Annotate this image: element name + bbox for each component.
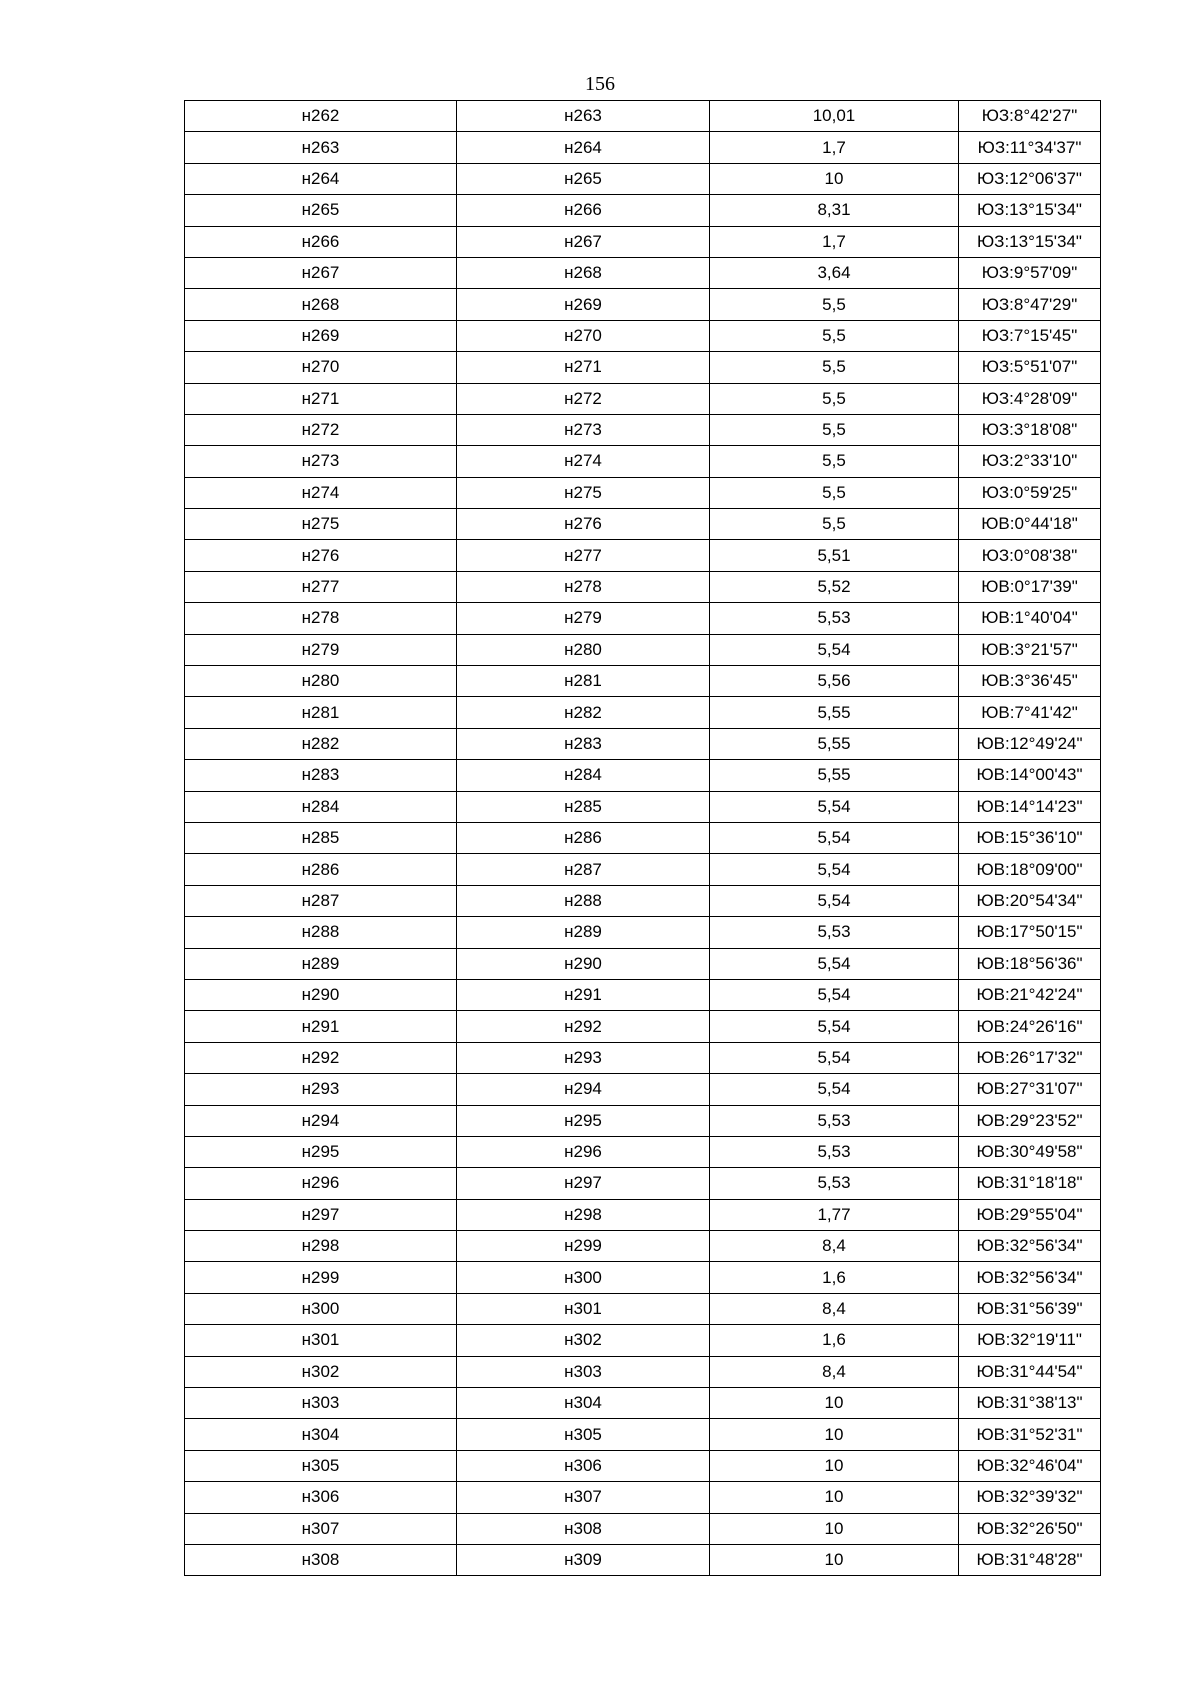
table-row: [185, 791, 1101, 822]
distance-cell: 5,54: [710, 1074, 959, 1105]
to-point-cell: н281: [457, 666, 710, 697]
to-point-cell: н300: [457, 1262, 710, 1293]
to-point-cell: н287: [457, 854, 710, 885]
from-point-cell: н290: [185, 979, 457, 1010]
distance-cell: 5,55: [710, 728, 959, 759]
bearing-cell: ЮВ:32°56'34": [959, 1231, 1101, 1262]
from-point-cell: н265: [185, 195, 457, 226]
distance-cell: 8,4: [710, 1293, 959, 1324]
to-point-cell: н305: [457, 1419, 710, 1450]
table-row: [185, 760, 1101, 791]
bearing-cell: ЮВ:27°31'07": [959, 1074, 1101, 1105]
distance-cell: 8,4: [710, 1356, 959, 1387]
bearing-cell: ЮВ:18°09'00": [959, 854, 1101, 885]
survey-table: [184, 100, 1101, 1576]
table-row: [185, 383, 1101, 414]
to-point-cell: н267: [457, 226, 710, 257]
bearing-cell: ЮЗ:4°28'09": [959, 383, 1101, 414]
to-point-cell: н276: [457, 509, 710, 540]
from-point-cell: н271: [185, 383, 457, 414]
bearing-cell: ЮВ:32°46'04": [959, 1450, 1101, 1481]
to-point-cell: н278: [457, 571, 710, 602]
from-point-cell: н279: [185, 634, 457, 665]
distance-cell: 1,6: [710, 1262, 959, 1293]
to-point-cell: н286: [457, 822, 710, 853]
from-point-cell: н285: [185, 822, 457, 853]
to-point-cell: н306: [457, 1450, 710, 1481]
from-point-cell: н273: [185, 446, 457, 477]
bearing-cell: ЮВ:0°44'18": [959, 509, 1101, 540]
to-point-cell: н263: [457, 101, 710, 132]
from-point-cell: н263: [185, 132, 457, 163]
distance-cell: 5,54: [710, 791, 959, 822]
table-row: [185, 1293, 1101, 1324]
bearing-cell: ЮВ:21°42'24": [959, 979, 1101, 1010]
from-point-cell: н293: [185, 1074, 457, 1105]
table-row: [185, 854, 1101, 885]
to-point-cell: н277: [457, 540, 710, 571]
distance-cell: 5,53: [710, 1105, 959, 1136]
from-point-cell: н274: [185, 477, 457, 508]
to-point-cell: н275: [457, 477, 710, 508]
from-point-cell: н277: [185, 571, 457, 602]
bearing-cell: ЮВ:31°56'39": [959, 1293, 1101, 1324]
distance-cell: 5,55: [710, 697, 959, 728]
to-point-cell: н291: [457, 979, 710, 1010]
from-point-cell: н306: [185, 1482, 457, 1513]
table-row: [185, 1356, 1101, 1387]
bearing-cell: ЮЗ:9°57'09": [959, 257, 1101, 288]
distance-cell: 3,64: [710, 257, 959, 288]
to-point-cell: н279: [457, 603, 710, 634]
bearing-cell: ЮЗ:12°06'37": [959, 163, 1101, 194]
from-point-cell: н266: [185, 226, 457, 257]
table-row: [185, 917, 1101, 948]
table-row: [185, 163, 1101, 194]
distance-cell: 5,5: [710, 446, 959, 477]
from-point-cell: н268: [185, 289, 457, 320]
distance-cell: 10: [710, 1419, 959, 1450]
distance-cell: 5,5: [710, 414, 959, 445]
survey-table-body: [185, 101, 1101, 1576]
table-row: [185, 1168, 1101, 1199]
bearing-cell: ЮВ:29°55'04": [959, 1199, 1101, 1230]
bearing-cell: ЮВ:32°26'50": [959, 1513, 1101, 1544]
from-point-cell: н305: [185, 1450, 457, 1481]
table-row: [185, 1262, 1101, 1293]
from-point-cell: н270: [185, 352, 457, 383]
table-row: [185, 1199, 1101, 1230]
to-point-cell: н284: [457, 760, 710, 791]
from-point-cell: н298: [185, 1231, 457, 1262]
bearing-cell: ЮВ:15°36'10": [959, 822, 1101, 853]
bearing-cell: ЮВ:32°56'34": [959, 1262, 1101, 1293]
bearing-cell: ЮВ:31°44'54": [959, 1356, 1101, 1387]
from-point-cell: н301: [185, 1325, 457, 1356]
table-row: [185, 603, 1101, 634]
from-point-cell: н272: [185, 414, 457, 445]
bearing-cell: ЮВ:1°40'04": [959, 603, 1101, 634]
distance-cell: 5,54: [710, 948, 959, 979]
from-point-cell: н282: [185, 728, 457, 759]
to-point-cell: н301: [457, 1293, 710, 1324]
to-point-cell: н280: [457, 634, 710, 665]
table-row: [185, 571, 1101, 602]
distance-cell: 1,77: [710, 1199, 959, 1230]
table-row: [185, 446, 1101, 477]
distance-cell: 8,31: [710, 195, 959, 226]
distance-cell: 8,4: [710, 1231, 959, 1262]
distance-cell: 10: [710, 1388, 959, 1419]
table-row: [185, 1544, 1101, 1575]
table-row: [185, 634, 1101, 665]
from-point-cell: н296: [185, 1168, 457, 1199]
bearing-cell: ЮВ:14°14'23": [959, 791, 1101, 822]
bearing-cell: ЮВ:3°36'45": [959, 666, 1101, 697]
to-point-cell: н285: [457, 791, 710, 822]
table-row: [185, 1042, 1101, 1073]
bearing-cell: ЮЗ:8°47'29": [959, 289, 1101, 320]
from-point-cell: н276: [185, 540, 457, 571]
distance-cell: 5,54: [710, 854, 959, 885]
table-row: [185, 195, 1101, 226]
to-point-cell: н290: [457, 948, 710, 979]
distance-cell: 5,5: [710, 477, 959, 508]
table-row: [185, 509, 1101, 540]
to-point-cell: н298: [457, 1199, 710, 1230]
to-point-cell: н289: [457, 917, 710, 948]
bearing-cell: ЮЗ:0°08'38": [959, 540, 1101, 571]
table-row: [185, 1450, 1101, 1481]
table-row: [185, 1231, 1101, 1262]
to-point-cell: н303: [457, 1356, 710, 1387]
table-row: [185, 1011, 1101, 1042]
table-row: [185, 132, 1101, 163]
to-point-cell: н308: [457, 1513, 710, 1544]
from-point-cell: н291: [185, 1011, 457, 1042]
distance-cell: 5,5: [710, 289, 959, 320]
table-row: [185, 885, 1101, 916]
bearing-cell: ЮЗ:13°15'34": [959, 226, 1101, 257]
distance-cell: 5,53: [710, 1168, 959, 1199]
bearing-cell: ЮВ:31°48'28": [959, 1544, 1101, 1575]
table-row: [185, 1419, 1101, 1450]
to-point-cell: н296: [457, 1136, 710, 1167]
bearing-cell: ЮЗ:3°18'08": [959, 414, 1101, 445]
bearing-cell: ЮВ:29°23'52": [959, 1105, 1101, 1136]
from-point-cell: н278: [185, 603, 457, 634]
table-row: [185, 352, 1101, 383]
from-point-cell: н292: [185, 1042, 457, 1073]
bearing-cell: ЮВ:31°18'18": [959, 1168, 1101, 1199]
distance-cell: 1,7: [710, 226, 959, 257]
distance-cell: 5,5: [710, 509, 959, 540]
to-point-cell: н270: [457, 320, 710, 351]
distance-cell: 1,6: [710, 1325, 959, 1356]
distance-cell: 5,51: [710, 540, 959, 571]
bearing-cell: ЮЗ:5°51'07": [959, 352, 1101, 383]
to-point-cell: н293: [457, 1042, 710, 1073]
distance-cell: 5,55: [710, 760, 959, 791]
table-row: [185, 1325, 1101, 1356]
distance-cell: 5,54: [710, 634, 959, 665]
bearing-cell: ЮВ:26°17'32": [959, 1042, 1101, 1073]
from-point-cell: н284: [185, 791, 457, 822]
table-row: [185, 1482, 1101, 1513]
to-point-cell: н299: [457, 1231, 710, 1262]
table-row: [185, 697, 1101, 728]
distance-cell: 5,56: [710, 666, 959, 697]
from-point-cell: н307: [185, 1513, 457, 1544]
from-point-cell: н308: [185, 1544, 457, 1575]
bearing-cell: ЮЗ:2°33'10": [959, 446, 1101, 477]
bearing-cell: ЮВ:32°19'11": [959, 1325, 1101, 1356]
to-point-cell: н265: [457, 163, 710, 194]
from-point-cell: н269: [185, 320, 457, 351]
to-point-cell: н264: [457, 132, 710, 163]
bearing-cell: ЮВ:18°56'36": [959, 948, 1101, 979]
distance-cell: 5,54: [710, 979, 959, 1010]
from-point-cell: н299: [185, 1262, 457, 1293]
distance-cell: 10,01: [710, 101, 959, 132]
table-row: [185, 1388, 1101, 1419]
table-row: [185, 477, 1101, 508]
table-row: [185, 1513, 1101, 1544]
table-row: [185, 666, 1101, 697]
table-row: [185, 257, 1101, 288]
bearing-cell: ЮВ:7°41'42": [959, 697, 1101, 728]
bearing-cell: ЮЗ:0°59'25": [959, 477, 1101, 508]
distance-cell: 5,54: [710, 822, 959, 853]
from-point-cell: н303: [185, 1388, 457, 1419]
table-row: [185, 101, 1101, 132]
bearing-cell: ЮВ:12°49'24": [959, 728, 1101, 759]
from-point-cell: н302: [185, 1356, 457, 1387]
to-point-cell: н272: [457, 383, 710, 414]
to-point-cell: н282: [457, 697, 710, 728]
distance-cell: 5,53: [710, 1136, 959, 1167]
table-row: [185, 1136, 1101, 1167]
from-point-cell: н300: [185, 1293, 457, 1324]
bearing-cell: ЮВ:31°38'13": [959, 1388, 1101, 1419]
from-point-cell: н304: [185, 1419, 457, 1450]
distance-cell: 10: [710, 1513, 959, 1544]
distance-cell: 5,53: [710, 917, 959, 948]
to-point-cell: н309: [457, 1544, 710, 1575]
distance-cell: 5,5: [710, 352, 959, 383]
bearing-cell: ЮЗ:13°15'34": [959, 195, 1101, 226]
from-point-cell: н288: [185, 917, 457, 948]
from-point-cell: н281: [185, 697, 457, 728]
bearing-cell: ЮВ:14°00'43": [959, 760, 1101, 791]
distance-cell: 10: [710, 163, 959, 194]
table-row: [185, 226, 1101, 257]
distance-cell: 5,54: [710, 885, 959, 916]
distance-cell: 5,5: [710, 320, 959, 351]
from-point-cell: н275: [185, 509, 457, 540]
distance-cell: 5,53: [710, 603, 959, 634]
distance-cell: 10: [710, 1544, 959, 1575]
to-point-cell: н302: [457, 1325, 710, 1356]
to-point-cell: н269: [457, 289, 710, 320]
to-point-cell: н288: [457, 885, 710, 916]
bearing-cell: ЮВ:0°17'39": [959, 571, 1101, 602]
table-row: [185, 728, 1101, 759]
table-row: [185, 540, 1101, 571]
bearing-cell: ЮВ:17°50'15": [959, 917, 1101, 948]
table-row: [185, 822, 1101, 853]
table-row: [185, 320, 1101, 351]
table-row: [185, 1074, 1101, 1105]
from-point-cell: н280: [185, 666, 457, 697]
distance-cell: 5,54: [710, 1011, 959, 1042]
from-point-cell: н286: [185, 854, 457, 885]
to-point-cell: н304: [457, 1388, 710, 1419]
distance-cell: 1,7: [710, 132, 959, 163]
bearing-cell: ЮЗ:7°15'45": [959, 320, 1101, 351]
table-row: [185, 948, 1101, 979]
bearing-cell: ЮЗ:8°42'27": [959, 101, 1101, 132]
from-point-cell: н297: [185, 1199, 457, 1230]
distance-cell: 5,5: [710, 383, 959, 414]
table-row: [185, 979, 1101, 1010]
from-point-cell: н264: [185, 163, 457, 194]
to-point-cell: н274: [457, 446, 710, 477]
distance-cell: 5,54: [710, 1042, 959, 1073]
to-point-cell: н266: [457, 195, 710, 226]
from-point-cell: н287: [185, 885, 457, 916]
to-point-cell: н283: [457, 728, 710, 759]
from-point-cell: н295: [185, 1136, 457, 1167]
table-row: [185, 414, 1101, 445]
to-point-cell: н297: [457, 1168, 710, 1199]
to-point-cell: н292: [457, 1011, 710, 1042]
bearing-cell: ЮЗ:11°34'37": [959, 132, 1101, 163]
bearing-cell: ЮВ:24°26'16": [959, 1011, 1101, 1042]
bearing-cell: ЮВ:32°39'32": [959, 1482, 1101, 1513]
from-point-cell: н267: [185, 257, 457, 288]
from-point-cell: н294: [185, 1105, 457, 1136]
table-row: [185, 1105, 1101, 1136]
to-point-cell: н273: [457, 414, 710, 445]
to-point-cell: н294: [457, 1074, 710, 1105]
from-point-cell: н289: [185, 948, 457, 979]
from-point-cell: н262: [185, 101, 457, 132]
distance-cell: 10: [710, 1482, 959, 1513]
distance-cell: 5,52: [710, 571, 959, 602]
distance-cell: 10: [710, 1450, 959, 1481]
bearing-cell: ЮВ:30°49'58": [959, 1136, 1101, 1167]
to-point-cell: н268: [457, 257, 710, 288]
to-point-cell: н307: [457, 1482, 710, 1513]
bearing-cell: ЮВ:20°54'34": [959, 885, 1101, 916]
bearing-cell: ЮВ:3°21'57": [959, 634, 1101, 665]
to-point-cell: н271: [457, 352, 710, 383]
bearing-cell: ЮВ:31°52'31": [959, 1419, 1101, 1450]
table-row: [185, 289, 1101, 320]
to-point-cell: н295: [457, 1105, 710, 1136]
page-number: 156: [585, 73, 615, 95]
from-point-cell: н283: [185, 760, 457, 791]
